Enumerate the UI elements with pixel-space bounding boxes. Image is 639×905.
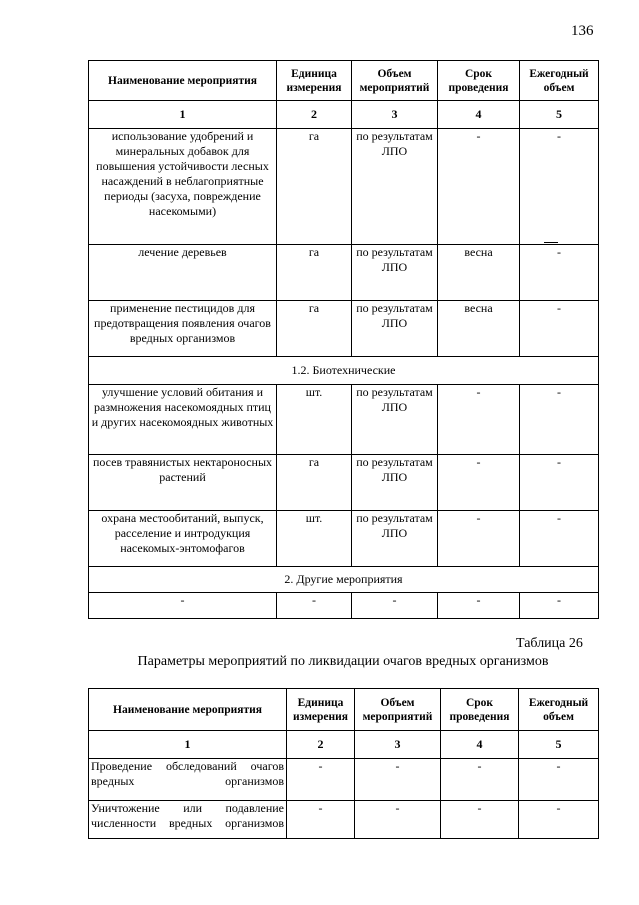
- section-title: 2. Другие мероприятия: [89, 567, 599, 593]
- header-term: Срок проведения: [438, 61, 520, 101]
- table-cell: -: [441, 801, 519, 839]
- table-cell: весна: [438, 301, 520, 357]
- col-number: 3: [355, 731, 441, 759]
- column-number-row: [89, 731, 599, 759]
- table-cell: по результатам ЛПО: [352, 455, 438, 511]
- col-number: 2: [277, 101, 352, 129]
- table-row: [89, 385, 599, 455]
- table-cell: по результатам ЛПО: [352, 511, 438, 567]
- header-annual: Ежегодный объем: [519, 689, 599, 731]
- table-header-row: [89, 61, 599, 101]
- table-cell: посев травянистых нектароносных растений: [89, 455, 277, 511]
- header-unit: Единица измерения: [287, 689, 355, 731]
- header-volume: Объем мероприятий: [355, 689, 441, 731]
- section-row: [89, 567, 599, 593]
- table-row: [89, 129, 599, 245]
- table-title: Параметры мероприятий по ликвидации очагов вредных организмов: [137, 654, 549, 669]
- table-cell: -: [438, 129, 520, 245]
- column-number-row: [89, 101, 599, 129]
- table-cell: -: [355, 759, 441, 801]
- table-cell: -: [520, 455, 599, 511]
- table-cell: -: [287, 801, 355, 839]
- measures-table: [88, 60, 599, 619]
- header-unit: Единица измерения: [277, 61, 352, 101]
- table-label: Таблица 26: [516, 636, 583, 651]
- table-cell: -: [438, 385, 520, 455]
- table-cell: лечение деревьев: [89, 245, 277, 301]
- table-cell: -: [352, 593, 438, 619]
- col-number: 3: [352, 101, 438, 129]
- header-annual: Ежегодный объем: [520, 61, 599, 101]
- table-cell: по результатам ЛПО: [352, 385, 438, 455]
- elimination-table: [88, 688, 599, 839]
- table-cell: -: [520, 593, 599, 619]
- table-row: [89, 301, 599, 357]
- col-number: 1: [89, 731, 287, 759]
- table-cell: по результатам ЛПО: [352, 129, 438, 245]
- table-cell: -: [520, 301, 599, 357]
- col-number: 1: [89, 101, 277, 129]
- table-cell: га: [277, 301, 352, 357]
- col-number: 2: [287, 731, 355, 759]
- table-cell: улучшение условий обитания и размножения насекомоядных птиц и других насекомоядных животных: [89, 385, 277, 455]
- table-cell: га: [277, 245, 352, 301]
- table-cell: -: [355, 801, 441, 839]
- table-cell: -: [519, 801, 599, 839]
- table-row: [89, 801, 599, 839]
- header-volume: Объем мероприятий: [352, 61, 438, 101]
- table-cell: по результатам ЛПО: [352, 245, 438, 301]
- table-cell: применение пестицидов для предотвращения появления очагов вредных организмов: [89, 301, 277, 357]
- col-number: 4: [441, 731, 519, 759]
- table-cell: га: [277, 129, 352, 245]
- table-cell: Проведение обследований очагов вредных организмов: [89, 759, 287, 801]
- table-cell: -: [441, 759, 519, 801]
- table-row: [89, 759, 599, 801]
- table-cell: использование удобрений и минеральных добавок для повышения устойчивости лесных насаждений в неблагоприятные периоды (засуха, повреждение насекомыми): [89, 129, 277, 245]
- col-number: 4: [438, 101, 520, 129]
- section-title: 1.2. Биотехнические: [89, 357, 599, 385]
- header-name: Наименование мероприятия: [89, 689, 287, 731]
- table-cell: шт.: [277, 385, 352, 455]
- table-cell: весна: [438, 245, 520, 301]
- page-number: 136: [571, 23, 594, 39]
- stray-dash-mark: [544, 242, 558, 243]
- table-cell: Уничтожение или подавление численности вредных организмов: [89, 801, 287, 839]
- table-cell: -: [287, 759, 355, 801]
- table-row: [89, 593, 599, 619]
- table-row: [89, 511, 599, 567]
- table-cell: -: [520, 129, 599, 245]
- table-cell: охрана местообитаний, выпуск, расселение и интродукция насекомых-энтомофагов: [89, 511, 277, 567]
- table-cell: шт.: [277, 511, 352, 567]
- header-name: Наименование мероприятия: [89, 61, 277, 101]
- table-cell: -: [519, 759, 599, 801]
- table-cell: -: [520, 245, 599, 301]
- header-term: Срок проведения: [441, 689, 519, 731]
- table-cell: -: [438, 593, 520, 619]
- table-cell: -: [438, 511, 520, 567]
- table-cell: -: [438, 455, 520, 511]
- table-cell: по результатам ЛПО: [352, 301, 438, 357]
- table-row: [89, 455, 599, 511]
- section-row: [89, 357, 599, 385]
- col-number: 5: [520, 101, 599, 129]
- table-cell: -: [89, 593, 277, 619]
- table-cell: -: [277, 593, 352, 619]
- col-number: 5: [519, 731, 599, 759]
- table-row: [89, 245, 599, 301]
- table-cell: -: [520, 385, 599, 455]
- table-header-row: [89, 689, 599, 731]
- table-cell: -: [520, 511, 599, 567]
- table-cell: га: [277, 455, 352, 511]
